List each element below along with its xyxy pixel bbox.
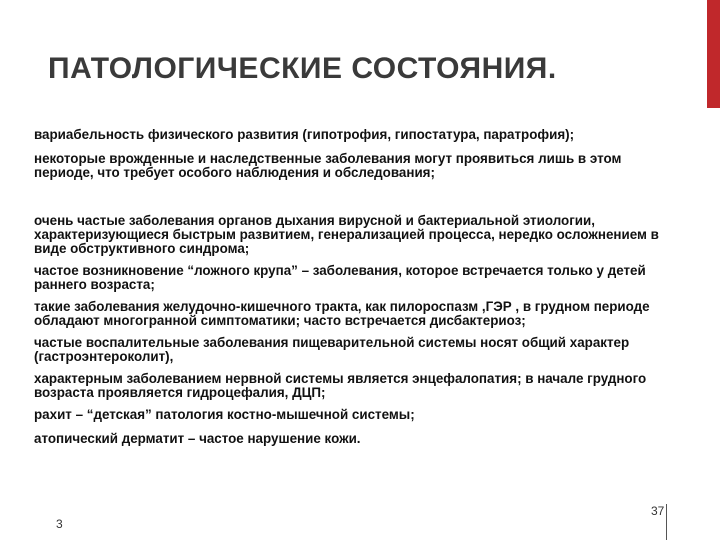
bullet-item-3: очень частые заболевания органов дыхания вирусной и бактериальной этиологии, характеризующиеся быстрым развитием, генерализацией процесса, нередко осложнением в виде обструктивного синдрома; xyxy=(34,213,659,256)
page-number-left: 3 xyxy=(56,517,63,531)
bullet-item-2: некоторые врожденные и наследственные заболевания могут проявиться лишь в этом периоде, что требует особого наблюдения и обследования; xyxy=(34,151,622,180)
bullet-list xyxy=(34,128,674,446)
bullet-item-5: такие заболевания желудочно-кишечного тракта, как пилороспазм ,ГЭР , в грудном периоде обладают многогранной симптоматики; часто встречается дисбактериоз; xyxy=(34,299,650,328)
bullet-item-4: частое возникновение “ложного крупа” – заболевания, которое встречается только у детей раннего возраста; xyxy=(34,263,646,292)
bullet-item-7: характерным заболеванием нервной системы является энцефалопатия; в начале грудного возраста проявляется гидроцефалия, ДЦП; xyxy=(34,371,647,400)
bullet-item-1: вариабельность физического развития (гипотрофия, гипостатура, паратрофия); xyxy=(34,127,575,142)
slide-title: ПАТОЛОГИЧЕСКИЕ СОСТОЯНИЯ. xyxy=(48,52,557,85)
footer-divider xyxy=(666,504,667,540)
page-number-right: 37 xyxy=(651,504,665,518)
bullet-item-9: атопический дерматит – частое нарушение кожи. xyxy=(34,431,361,446)
bullet-item-8: рахит – “детская” патология костно-мышечной системы; xyxy=(34,407,415,422)
bullet-item-6: частые воспалительные заболевания пищеварительной системы носят общий характер (гастроэнтероколит), xyxy=(34,335,630,364)
accent-bar xyxy=(707,0,720,108)
